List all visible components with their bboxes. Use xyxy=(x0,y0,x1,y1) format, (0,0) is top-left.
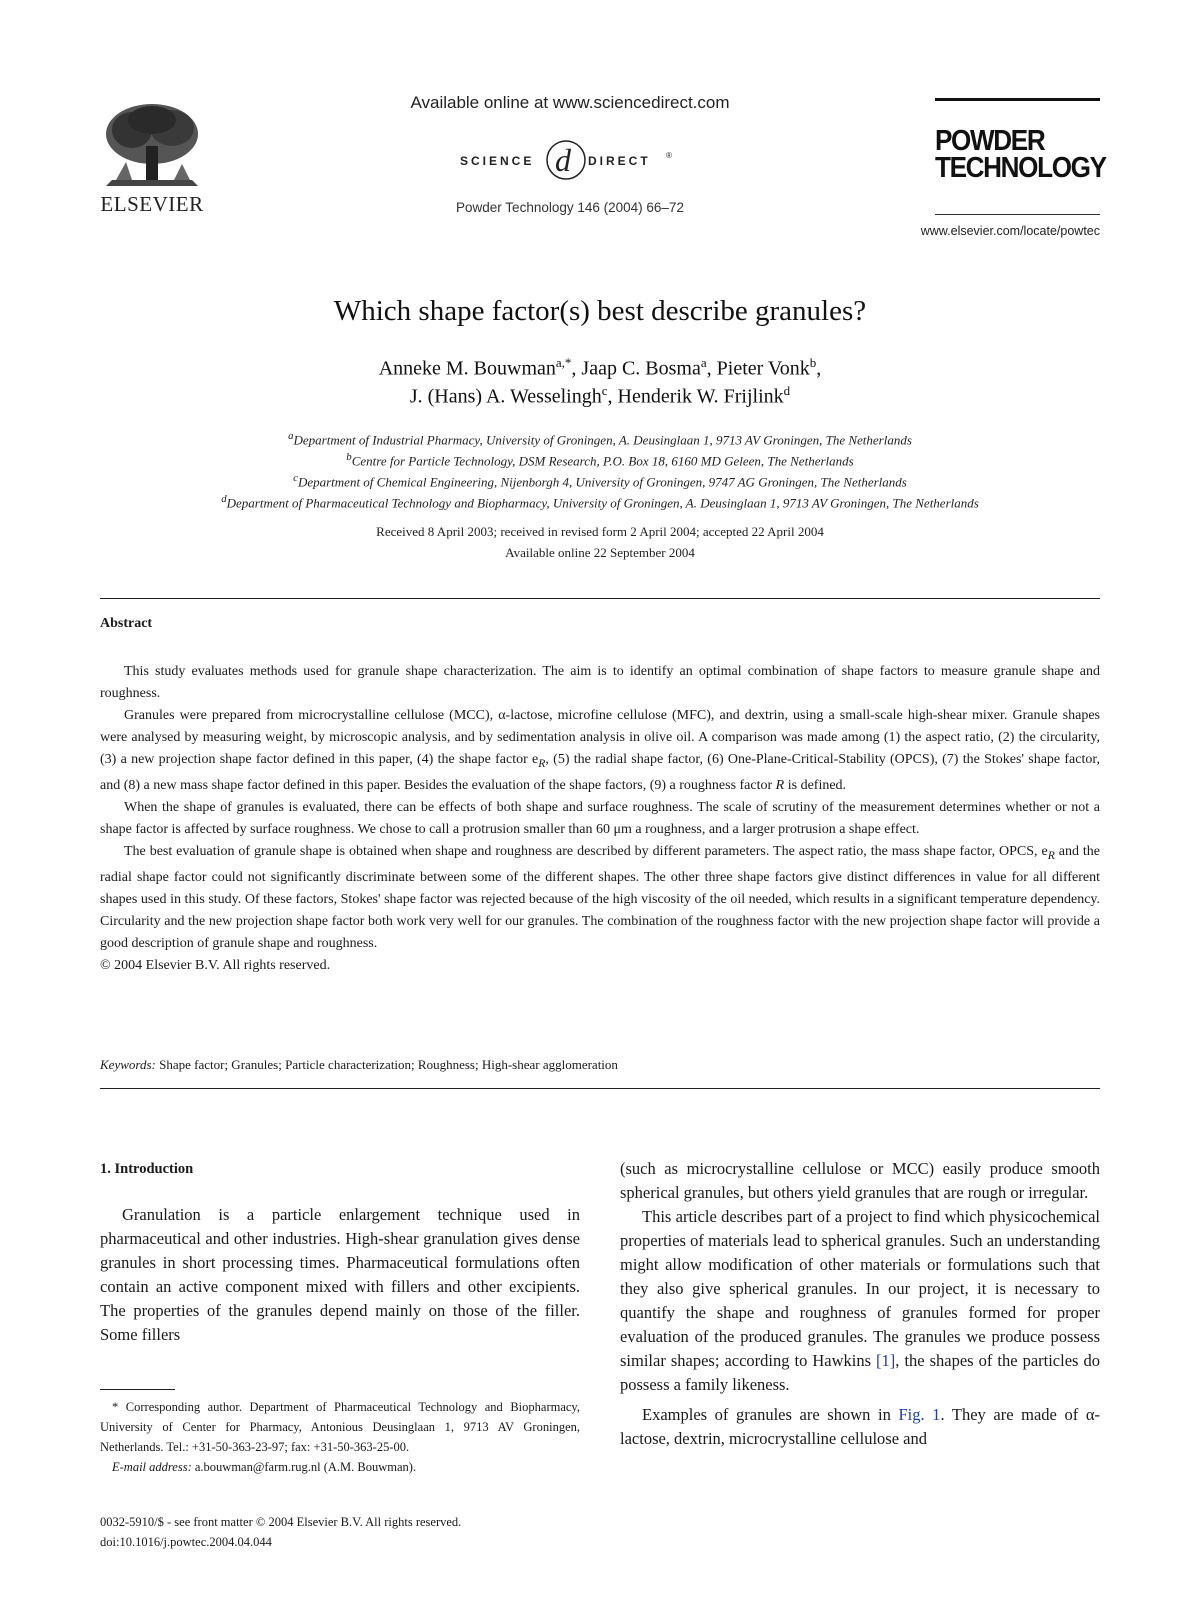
affiliation-a: $^a$Department of Industrial Pharmacy, University of Groningen, A. Deusinglaan 1, 9713 AV Groningen, The Netherlands xyxy=(288,430,912,448)
affiliation-d: $^d$Department of Pharmaceutical Technology and Biopharmacy, University of Groningen, A. Deusinglaan 1, 9713 AV Groningen, The Netherlands xyxy=(221,493,979,511)
available-online-date: Available online 22 September 2004 xyxy=(505,545,695,560)
footnote-email: E-mail address: a.bouwman@farm.rug.nl (A.M. Bouwman). xyxy=(112,1460,417,1474)
sd-right-text: DIRECT xyxy=(588,154,651,168)
keywords-text: Shape factor; Granules; Particle characterization; Roughness; High-shear agglomeration xyxy=(159,1057,618,1072)
corresponding-author-footnote xyxy=(100,1397,580,1477)
citation-link-1[interactable]: [1] xyxy=(876,1351,896,1370)
intro-paragraph-2: This article describes part of a project to find which physicochemical properties of materials lead to spherical granules. Such an understanding might allow modification of other materials or formulations such that they also give spherical granules. In our project, it is necessary to quantify the shape and roughness of granules formed for proper evaluation of the produced granules. The granules we produce possess similar shapes; according to Hawkins [1], the shapes of the particles do possess a family likeness. xyxy=(620,1207,1100,1394)
journal-url-link[interactable]: www.elsevier.com/locate/powtec xyxy=(920,224,1100,238)
available-online-link[interactable]: Available online at www.sciencedirect.com xyxy=(410,93,730,112)
abstract-bottom-rule xyxy=(100,1088,1100,1089)
journal-rule-top xyxy=(935,98,1100,101)
received-dates: Received 8 April 2003; received in revised form 2 April 2004; accepted 22 April 2004 xyxy=(376,524,824,539)
abstract-copyright: © 2004 Elsevier B.V. All rights reserved. xyxy=(100,957,331,973)
author-affiliation-mark: b xyxy=(809,355,817,370)
footnote-text: * Corresponding author. Department of Pharmaceutical Technology and Biopharmacy, University of Center for Pharmacy, Antonious Deusinglaan 1, 9713 AV Groningen, Netherlands. Tel.: +31-50-363-23-97; fax: +31-50-363-25-00. xyxy=(100,1400,580,1454)
journal-title-line-1: POWDER xyxy=(935,125,1045,157)
authors-line-2: J. (Hans) A. Wesselingh$^c$, Henderik W. Frijlink$^d$ xyxy=(409,383,791,408)
right-column xyxy=(620,1157,1100,1451)
keywords-label: Keywords: xyxy=(100,1057,156,1072)
affiliation-b: $^b$Centre for Particle Technology, DSM Research, P.O. Box 18, 6160 MD Geleen, The Netherlands xyxy=(346,451,854,469)
author-name: Anneke M. Bouwman xyxy=(378,357,556,380)
affiliation-c: $^c$Department of Chemical Engineering, Nijenborgh 4, University of Groningen, 9747 AG Groningen, The Netherlands xyxy=(293,472,907,490)
author-affiliation-mark: a xyxy=(700,355,707,370)
authors-line-1: Anneke M. Bouwman$^{a,*}$, Jaap C. Bosma$^a$, Pieter Vonk$^b$, xyxy=(378,355,822,380)
abstract-heading: Abstract xyxy=(100,616,153,631)
elsevier-wordmark: ELSEVIER xyxy=(100,192,204,216)
intro-paragraph-1: Granulation is a particle enlargement technique used in pharmaceutical and other industries. High-shear granulation gives dense granules in short processing times. Pharmaceutical formulations often contain an active component mixed with fillers and other excipients. The properties of the granules depend mainly on those of the filler. Some fillers xyxy=(100,1205,580,1344)
sciencedirect-logo xyxy=(460,132,690,188)
elsevier-tree-icon xyxy=(96,100,208,192)
left-column xyxy=(100,1157,580,1347)
abstract-paragraph-3: When the shape of granules is evaluated, there can be effects of both shape and surface roughness. The scale of scrutiny of the measurement determines whether or not a shape factor is affected by surface roughness. We chose to call a protrusion smaller than 60 μm a roughness, and a larger protrusion a shape effect. xyxy=(100,799,1100,837)
author-affiliation-mark: a,* xyxy=(555,355,572,370)
sd-left-text: SCIENCE xyxy=(460,154,535,168)
svg-text:d: d xyxy=(555,142,571,178)
author-affiliation-mark: c xyxy=(601,383,608,398)
intro-paragraph-3: Examples of granules are shown in Fig. 1. They are made of α-lactose, dextrin, microcrystalline cellulose and xyxy=(620,1405,1100,1448)
elsevier-logo xyxy=(96,100,208,218)
author-affiliation-mark: d xyxy=(783,383,791,398)
journal-reference: Powder Technology 146 (2004) 66–72 xyxy=(456,200,684,215)
journal-title-line-2: TECHNOLOGY xyxy=(935,152,1106,184)
figure-link-1[interactable]: Fig. 1 xyxy=(898,1405,941,1424)
abstract-top-rule xyxy=(100,598,1100,599)
journal-rule-bottom xyxy=(935,214,1100,215)
sd-registered-mark: ® xyxy=(666,151,672,160)
abstract-paragraph-1: This study evaluates methods used for granule shape characterization. The aim is to identify an optimal combination of shape factors to measure granule shape and roughness. xyxy=(100,664,1100,701)
journal-title xyxy=(935,125,1106,184)
issn-line: 0032-5910/$ - see front matter © 2004 Elsevier B.V. All rights reserved. xyxy=(100,1515,462,1529)
author-name: Pieter Vonk xyxy=(716,357,810,380)
email-link[interactable]: a.bouwman@farm.rug.nl (A.M. Bouwman). xyxy=(191,1460,417,1474)
abstract-paragraph-2: Granules were prepared from microcrystalline cellulose (MCC), α-lactose, microfine cellulose (MFC), and dextrin, using a small-scale high-shear mixer. Granule shapes were analysed by measuring weight, by microscopic analysis, and by sedimentation analysis in olive oil. A comparison was made among (1) the aspect ratio, (2) the circularity, (3) a new projection shape factor defined in this paper, (4) the shape factor $e_R$, (5) the radial shape factor, (6) One-Plane-Critical-Stability (OPCS), (7) the Stokes' shape factor, and (8) a new mass shape factor defined in this paper. Besides the evaluation of the shape factors, (9) a roughness factor R is defined. xyxy=(100,708,1100,793)
keywords xyxy=(100,1057,1100,1073)
issn-doi xyxy=(100,1512,600,1552)
footnote-rule xyxy=(100,1389,175,1390)
abstract-paragraph-4: The best evaluation of granule shape is obtained when shape and roughness are described by different parameters. The aspect ratio, the mass shape factor, OPCS, $e_R$ and the radial shape factor could not significantly discriminate between some of the different shapes. The other three shape factors give distinct differences in value for all different shapes used in this study. Of these factors, Stokes' shape factor was rejected because of the high viscosity of the oil needed, which results in a significant temperature dependency. Circularity and the new projection shape factor both work very well for our granules. The combination of the roughness factor with the new projection shape factor will provide a good description of granule shape and roughness. xyxy=(100,843,1100,951)
author-name: Henderik W. Frijlink xyxy=(617,385,784,408)
abstract-body xyxy=(100,661,1100,977)
doi-link[interactable]: doi:10.1016/j.powtec.2004.04.044 xyxy=(100,1535,272,1549)
author-name: Jaap C. Bosma xyxy=(581,357,701,380)
paper-title: Which shape factor(s) best describe granules? xyxy=(333,295,867,327)
intro-paragraph-1-cont: (such as microcrystalline cellulose or MCC) easily produce smooth spherical granules, but others yield granules that are rough or irregular. xyxy=(620,1159,1100,1202)
section-heading-introduction: 1. Introduction xyxy=(100,1161,194,1177)
author-name: J. (Hans) A. Wesselingh xyxy=(409,385,602,408)
